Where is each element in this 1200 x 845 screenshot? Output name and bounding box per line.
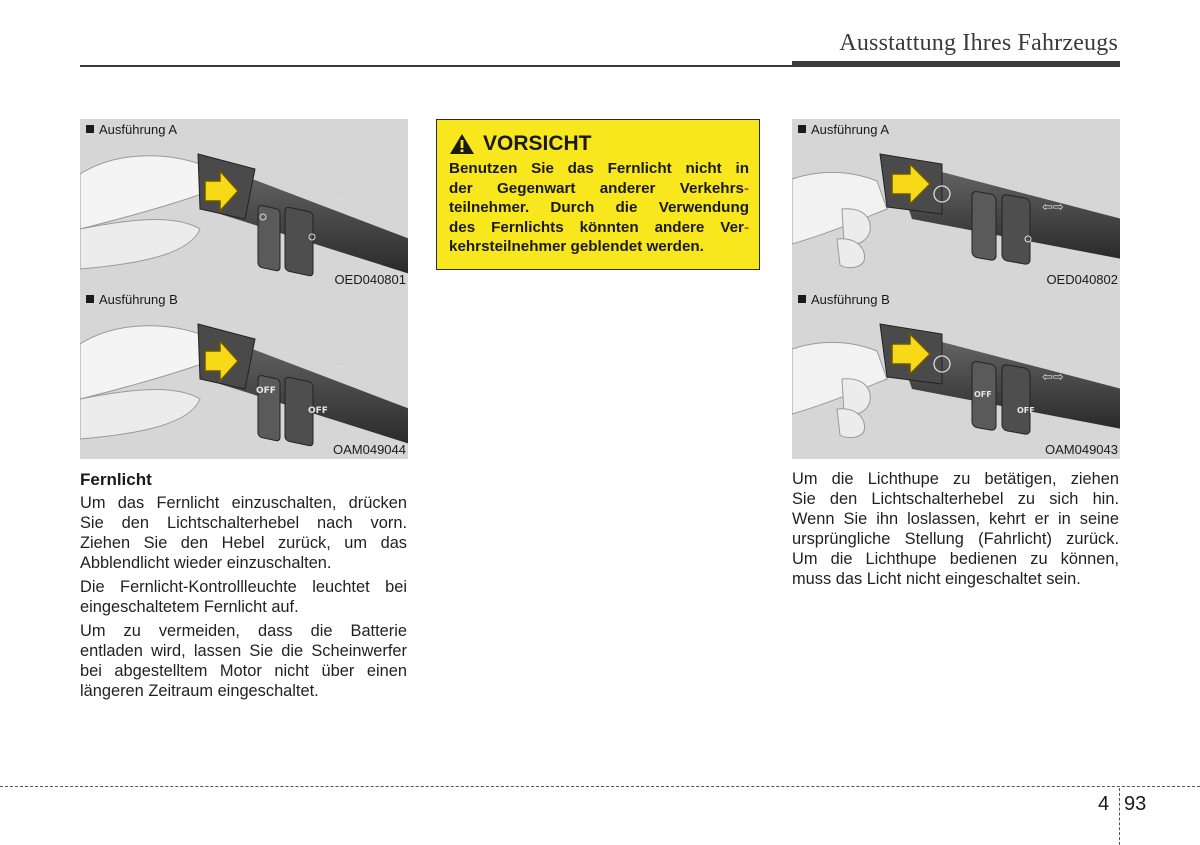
header-rule <box>80 65 792 67</box>
lever-pull-illustration <box>792 289 1120 459</box>
paragraph: Um das Fernlicht einzuschalten, drücken Sie den Lichtschalterhebel nach vorn. Ziehen Sie den Hebel zurück, um das Abblendlicht wieder einzuschalten. <box>80 494 407 572</box>
right-body-text <box>792 469 1119 593</box>
warning-triangle-icon <box>449 133 475 155</box>
off-label: OFF <box>974 390 992 399</box>
off-label: OFF <box>1017 406 1035 415</box>
footer-divider-vertical <box>1119 788 1120 845</box>
figure-variant-b-push <box>80 289 408 459</box>
figure-code: OED040802 <box>1046 272 1118 287</box>
figure-label: Ausführung A <box>86 122 177 137</box>
turn-signal-icon: ⇦⇨ <box>1042 370 1064 385</box>
page-number: 93 <box>1124 793 1147 815</box>
chapter-number: 4 <box>1098 793 1110 815</box>
turn-signal-icon: ⇦⇨ <box>330 190 351 204</box>
paragraph: Um zu vermeiden, dass die Batterie entladen wird, lassen Sie die Scheinwerfer bei abgestelltem Motor nicht über einen längeren Zeitraum eingeschaltet. <box>80 622 407 700</box>
header-rule-accent <box>792 61 1120 67</box>
footer-divider <box>0 786 1200 787</box>
header-title: Ausstattung Ihres Fahrzeugs <box>839 30 1118 56</box>
section-title: Fernlicht <box>80 470 152 489</box>
hyphen: - <box>743 179 749 197</box>
lever-push-illustration <box>80 119 408 289</box>
figure-label: Ausführung A <box>798 122 889 137</box>
off-label: OFF <box>256 386 276 396</box>
caution-heading: VORSICHT <box>449 132 749 156</box>
figure-label: Ausführung B <box>798 292 890 307</box>
figure-label: Ausführung B <box>86 292 178 307</box>
figure-code: OAM049044 <box>333 442 406 457</box>
figure-variant-b-pull <box>792 289 1120 459</box>
figure-variant-a-push <box>80 119 408 289</box>
caution-text: Benutzen Sie das Fernlicht nicht in der Gegenwart anderer Verkehrs- teilnehmer. Durch die Verwendung des Fernlichts könnten andere Ver- kehrsteilnehmer geblendet werden. <box>449 160 749 255</box>
paragraph: Die Fernlicht-Kontrollleuchte leuchtet bei eingeschaltetem Fernlicht auf. <box>80 578 407 616</box>
caution-box <box>436 119 760 270</box>
paragraph: Um die Lichthupe zu betätigen, ziehen Sie den Lichtschalterhebel zu sich hin. Wenn Sie ihn loslassen, kehrt er in seine ursprüngliche Stellung (Fahrlicht) zurück. Um die Lichthupe bedienen zu können, muss das Licht nicht eingeschaltet sein. <box>792 470 1119 588</box>
turn-signal-icon: ⇦⇨ <box>1042 200 1064 215</box>
hyphen: - <box>743 218 749 236</box>
left-body-text <box>80 493 407 705</box>
lever-push-illustration <box>80 289 408 459</box>
figure-code: OED040801 <box>334 272 406 287</box>
off-label: OFF <box>308 406 328 416</box>
turn-signal-icon: ⇦⇨ <box>330 360 351 374</box>
figure-variant-a-pull <box>792 119 1120 289</box>
figure-code: OAM049043 <box>1045 442 1118 457</box>
lever-pull-illustration <box>792 119 1120 289</box>
